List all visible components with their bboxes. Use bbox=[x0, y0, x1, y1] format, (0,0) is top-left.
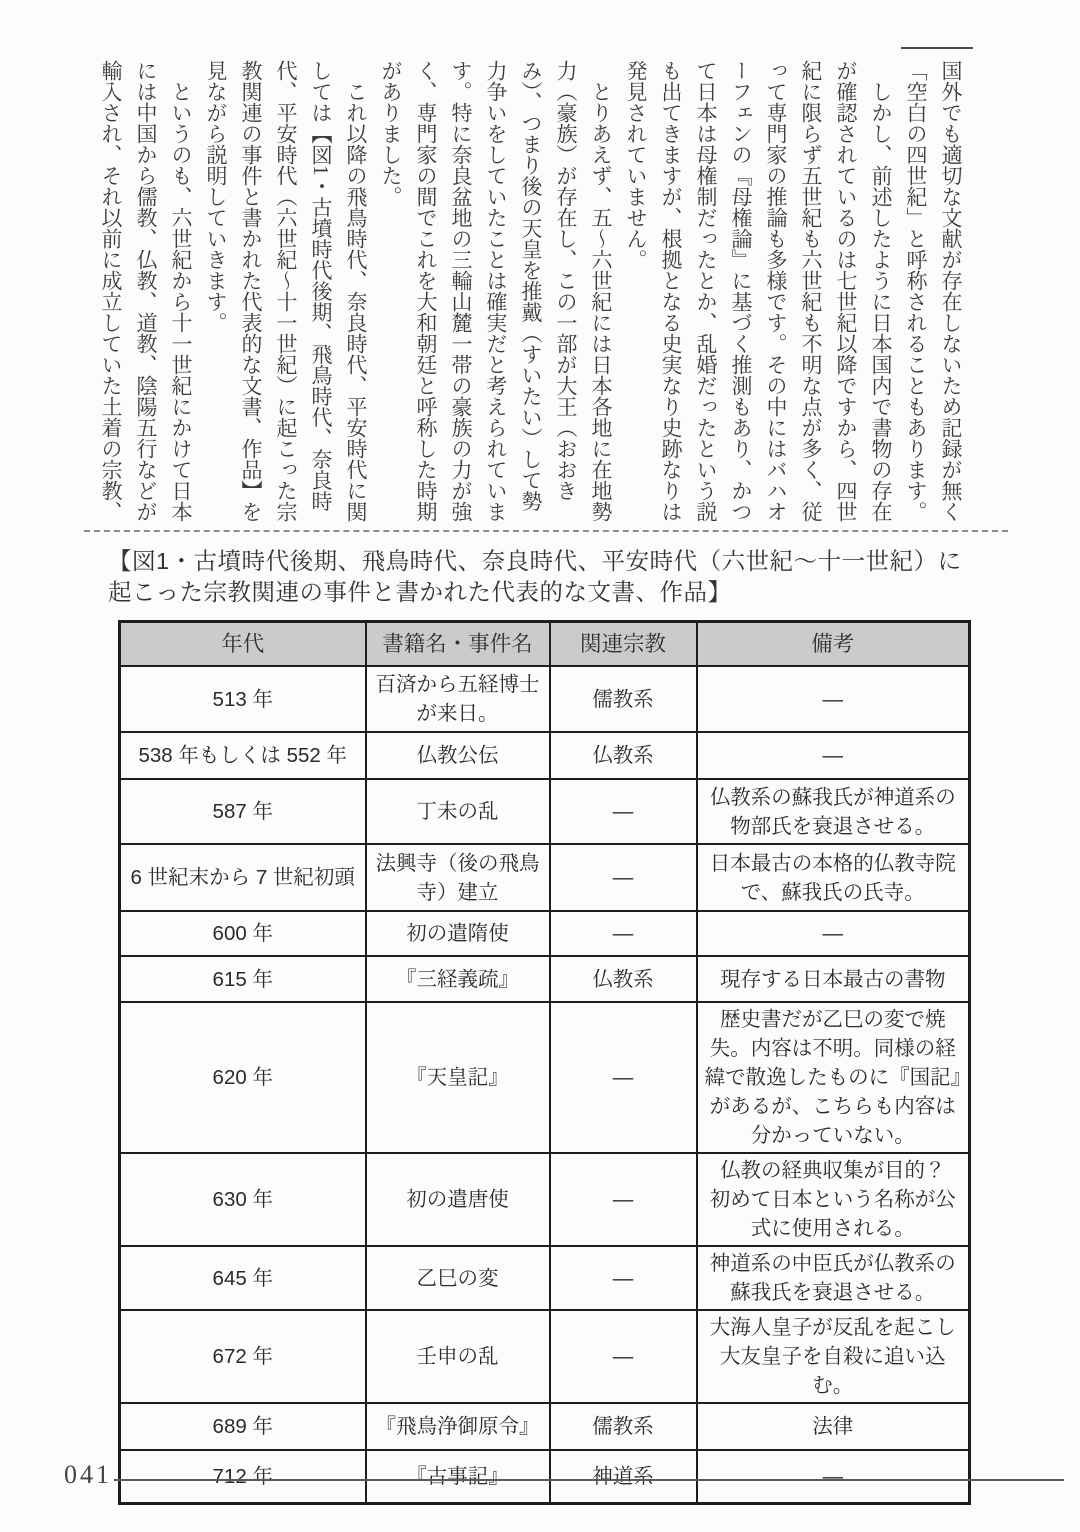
table-row bbox=[120, 779, 970, 844]
table-row bbox=[120, 732, 970, 779]
figure-table bbox=[118, 620, 971, 1505]
body-paragraph: 国外でも適切な文献が存在しないため記録が無く「空白の四世紀」と呼称されることもあります。 bbox=[904, 60, 963, 522]
figure-caption-line: 起こった宗教関連の事件と書かれた代表的な文書、作品】 bbox=[108, 579, 732, 605]
table-cell: — bbox=[550, 844, 697, 911]
table-cell: 仏教系 bbox=[550, 732, 697, 779]
table-header-cell: 備考 bbox=[697, 622, 970, 667]
table-cell: — bbox=[550, 911, 697, 956]
table-cell: 672 年 bbox=[120, 1310, 366, 1403]
table-cell: 丁未の乱 bbox=[366, 779, 550, 844]
body-paragraph: しかし、前述したように日本国内で書物の存在が確認されているのは七世紀以降ですから、四世紀に限らず五世紀も六世紀も不明な点が多く、従って専門家の推論も多様です。その中にはバハオーフェンの『母権論』に基づく推測もあり、かつて日本は母権制だったとか、乱婚だったという説も出てきますが、根拠となる史実なり史跡なりは発見されていません。 bbox=[624, 60, 893, 522]
table-header-cell: 年代 bbox=[120, 622, 366, 667]
table-cell: 日本最古の本格的仏教寺院で、蘇我氏の氏寺。 bbox=[697, 844, 970, 911]
table-cell: 現存する日本最古の書物 bbox=[697, 956, 970, 1002]
table-cell: 大海人皇子が反乱を起こし大友皇子を自殺に追い込む。 bbox=[697, 1310, 970, 1403]
body-text bbox=[88, 60, 968, 528]
table-header-row bbox=[120, 622, 970, 667]
table-cell: 『古事記』 bbox=[366, 1450, 550, 1503]
table-cell: 仏教公伝 bbox=[366, 732, 550, 779]
table-cell: 689 年 bbox=[120, 1403, 366, 1450]
body-paragraph: これ以降の飛鳥時代、奈良時代、平安時代に関しては【図1・古墳時代後期、飛鳥時代、奈良時代、平安時代（六世紀〜十一世紀）に起こった宗教関連の事件と書かれた代表的な文書、作品】を見ながら説明していきます。 bbox=[204, 60, 368, 522]
table-row bbox=[120, 1153, 970, 1246]
table-cell: 法律 bbox=[697, 1403, 970, 1450]
table-cell: 『三経義疏』 bbox=[366, 956, 550, 1002]
table-row bbox=[120, 1310, 970, 1403]
table-cell: 712 年 bbox=[120, 1450, 366, 1503]
table-cell: — bbox=[550, 1246, 697, 1310]
body-paragraph: というのも、六世紀から十一世紀にかけて日本には中国から儒教、仏教、道教、陰陽五行などが輸入され、それ以前に成立していた土着の宗教、 bbox=[99, 60, 193, 522]
table-cell: 6 世紀末から 7 世紀初頭 bbox=[120, 844, 366, 911]
figure-caption bbox=[108, 546, 988, 608]
table-cell: 壬申の乱 bbox=[366, 1310, 550, 1403]
table-row bbox=[120, 1403, 970, 1450]
table-cell: — bbox=[550, 1310, 697, 1403]
table-cell: 初の遣隋使 bbox=[366, 911, 550, 956]
table-cell: — bbox=[697, 1450, 970, 1503]
table-cell: 630 年 bbox=[120, 1153, 366, 1246]
table-cell: 神道系の中臣氏が仏教系の蘇我氏を衰退させる。 bbox=[697, 1246, 970, 1310]
table-cell: 513 年 bbox=[120, 666, 366, 732]
table-header-cell: 書籍名・事件名 bbox=[366, 622, 550, 667]
table-row bbox=[120, 1450, 970, 1503]
table-cell: 587 年 bbox=[120, 779, 366, 844]
table-cell: — bbox=[697, 911, 970, 956]
section-separator bbox=[84, 530, 1008, 532]
table-cell: — bbox=[697, 666, 970, 732]
footer-rule bbox=[114, 1479, 1064, 1481]
table-cell: 仏教の経典収集が目的？ 初めて日本という名称が公式に使用される。 bbox=[697, 1153, 970, 1246]
table-row bbox=[120, 666, 970, 732]
table-cell: 『天皇記』 bbox=[366, 1002, 550, 1153]
table-cell: 初の遣唐使 bbox=[366, 1153, 550, 1246]
table-cell: 600 年 bbox=[120, 911, 366, 956]
header-rule bbox=[901, 47, 973, 49]
table-row bbox=[120, 1002, 970, 1153]
body-paragraph: とりあえず、五〜六世紀には日本各地に在地勢力（豪族）が存在し、この一部が大王（おおきみ）、つまり後の天皇を推戴（すいたい）して勢力争いをしていたことは確実だと考えられています。特に奈良盆地の三輪山麓一帯の豪族の力が強く、専門家の間でこれを大和朝廷と呼称した時期がありました。 bbox=[379, 60, 613, 522]
table-cell: — bbox=[550, 1153, 697, 1246]
table-cell: 儒教系 bbox=[550, 666, 697, 732]
table-cell: 645 年 bbox=[120, 1246, 366, 1310]
table-cell: 儒教系 bbox=[550, 1403, 697, 1450]
table-cell: 538 年もしくは 552 年 bbox=[120, 732, 366, 779]
table-cell: 620 年 bbox=[120, 1002, 366, 1153]
table-cell: 法興寺（後の飛鳥寺）建立 bbox=[366, 844, 550, 911]
figure-caption-line: 【図1・古墳時代後期、飛鳥時代、奈良時代、平安時代（六世紀〜十一世紀）に bbox=[108, 548, 962, 574]
table-cell: 『飛鳥浄御原令』 bbox=[366, 1403, 550, 1450]
table-cell: 乙巳の変 bbox=[366, 1246, 550, 1310]
table-cell: 仏教系 bbox=[550, 956, 697, 1002]
table-cell: 神道系 bbox=[550, 1450, 697, 1503]
table-row bbox=[120, 911, 970, 956]
table-cell: 歴史書だが乙巳の変で焼失。内容は不明。同様の経緯で散逸したものに『国記』があるが、こちらも内容は分かっていない。 bbox=[697, 1002, 970, 1153]
table-row bbox=[120, 956, 970, 1002]
table-row bbox=[120, 1246, 970, 1310]
table-header-cell: 関連宗教 bbox=[550, 622, 697, 667]
table-cell: 615 年 bbox=[120, 956, 366, 1002]
table-cell: — bbox=[550, 779, 697, 844]
table-cell: — bbox=[697, 732, 970, 779]
table-cell: — bbox=[550, 1002, 697, 1153]
table-row bbox=[120, 844, 970, 911]
table-cell: 百済から五経博士が来日。 bbox=[366, 666, 550, 732]
page-number: 041 bbox=[64, 1460, 112, 1489]
table-cell: 仏教系の蘇我氏が神道系の物部氏を衰退させる。 bbox=[697, 779, 970, 844]
table-body bbox=[120, 666, 970, 1503]
